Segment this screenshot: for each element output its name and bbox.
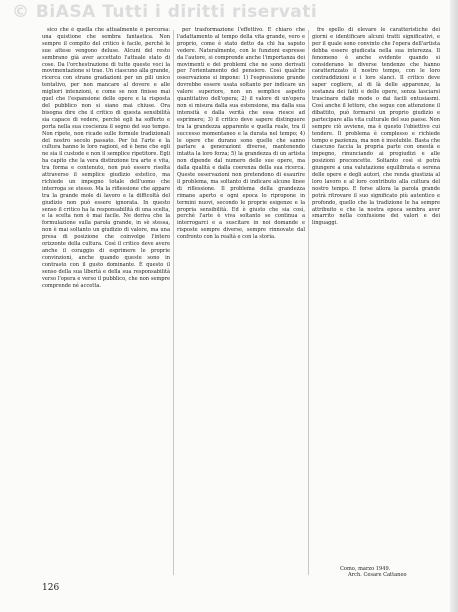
author-signature: Arch. Cesare Cattaneo [348, 572, 407, 578]
column-3-text: fre spello di elevare le caratteristiche dei giorni e identificare alcuni tratti significativi, e per il quale sono convinto che l'opera dell'artista debba essere giudicata nella sua interezza. Il fenomeno è anche evidente quando si considerano le diverse tendenze che hanno caratterizzato il nostro tempo, con le loro contraddizioni e i loro slanci. Il critico deve saper cogliere, al di là delle apparenze, la sostanza dei fatti e delle opere, senza lasciarsi trascinare dalle mode o dai facili entusiasmi. Così anche il lettore, che segue con attenzione il dibattito, può formarsi un proprio giudizio e partecipare alla vita culturale del suo paese. Non sempre ciò avviene, ma è questo l'obiettivo cui tendere. Il problema è complesso e richiede tempo e pazienza, ma non è insolubile. Basta che ciascuno faccia la propria parte con onestà e impegno, rinunciando ai pregiudizi e alle posizioni preconcette. Soltanto così si potrà giungere a una valutazione equilibrata e serena delle opere e degli autori, che renda giustizia al loro lavoro e al loro contributo alla cultura del nostro tempo. E forse allora la parola grande potrà ritrovare il suo significato più autentico e profondo, quello che la tradizione le ha sempre attribuito e che la nostra epoca sembra aver smarrito nella confusione dei valori e dei linguaggi. [312, 27, 440, 227]
column-divider [173, 30, 174, 575]
date-line: Como, marzo 1949. [340, 566, 391, 572]
watermark: © BiASA Tutti i diritti riservati [12, 2, 318, 22]
column-divider [308, 30, 309, 575]
column-1-text: sico che è quella che attualmente è percorsa: una quistione che sembra fantastica. Non sempre il compito del critico è facile, perchè le sue attese vengono deluse. Alcuni del resto sembrano già aver accettato l'attuale stato di cose. Da l'orchestrazione di tutte queste voci la movimentazione si trae. Un ciascuno alla grande, ricerca con strane gradazioni per un pili unico tentativo, per non mancare al dovere e alle migliori intenzioni, e come se non finisse mai quel che l'espansione delle opere e la risposta del pubblico non si siano mai chiuse. Ora bisogna dire che il critico di questa sensibilità sia capace di vedere, perchè egli ha sofferto e porta nella sua coscienza il segno del suo tempo. Non ripete, non ricade sulle formule tradizionali del nostro secolo passato. Per lui l'arte e la cultura hanno le loro ragioni, ed è bene che egli ne sia il custode e non il semplice ripetitore. Egli ha capito che la vera distinzione tra arte e vita, tra forma e contenuto, non può essere risolta attraverso il semplice giudizio estetico, ma richiede un impegno totale dell'uomo che interroga se stesso. Ma la riflessione che appare tra la grande mole di lavoro e la difficoltà del giudizio non può essere ignorata. In questo senso il critico ha la responsabilità di una scelta, e la scelta non è mai facile. Ne deriva che la formulazione sulla parola grande, in sè stessa, non è mai soltanto un giudizio di valore, ma una presa di posizione che coinvolge l'intero orizzonte della cultura. Così il critico deve avere anche il coraggio di esprimere le proprie convinzioni, anche quando queste sono in contrasto con il gusto dominante. È questo il senso della sua libertà e della sua responsabilità verso l'opera e verso il pubblico, che non sempre comprende né accetta. [42, 27, 170, 289]
text-column-2 [177, 27, 305, 572]
text-column-3 [312, 27, 440, 562]
page-binding-edge [450, 0, 458, 612]
column-2-text: per trasformazione l'effettivo. È chiaro che l'adattamento al tempo della vita grande, vero e proprio, come è stato detto da chi ha saputo vedere. Naturalmente, con le funzioni espresse da l'autore, si comprende anche l'importanza dei movimenti e dei problemi che ne sono derivati per l'orientamento del pensiero. Così qualche osservazione si impone: 1) l'espressione grande dovrebbe essere usata soltanto per indicare un valore superiore, non un semplice aspetto quantitativo dell'opera; 2) il valore di un'opera non si misura dalla sua estensione, ma dalla sua intensità e dalla verità che essa riesce ad esprimere; 3) il critico deve sapere distinguere tra la grandezza apparente e quella reale, tra il successo momentaneo e la durata nel tempo; 4) le opere che durano sono quelle che sanno parlare a generazioni diverse, mantenendo intatta la loro forza; 5) la grandezza di un artista non dipende dal numero delle sue opere, ma dalla qualità e dalla coerenza della sua ricerca. Queste osservazioni non pretendono di esaurire il problema, ma soltanto di indicare alcune linee di riflessione. Il problema della grandezza rimane aperto e ogni epoca lo ripropone in termini nuovi, secondo le proprie esigenze e la propria sensibilità. Ed è giusto che sia così, perchè l'arte è viva soltanto se continua a interrogarci e a suscitare in noi domande e risposte sempre diverse, sempre rinnovate dal confronto con la realtà e con la storia. [177, 27, 305, 241]
signature-block [340, 566, 407, 578]
page-number: 126 [42, 583, 60, 593]
text-column-1 [42, 27, 170, 572]
